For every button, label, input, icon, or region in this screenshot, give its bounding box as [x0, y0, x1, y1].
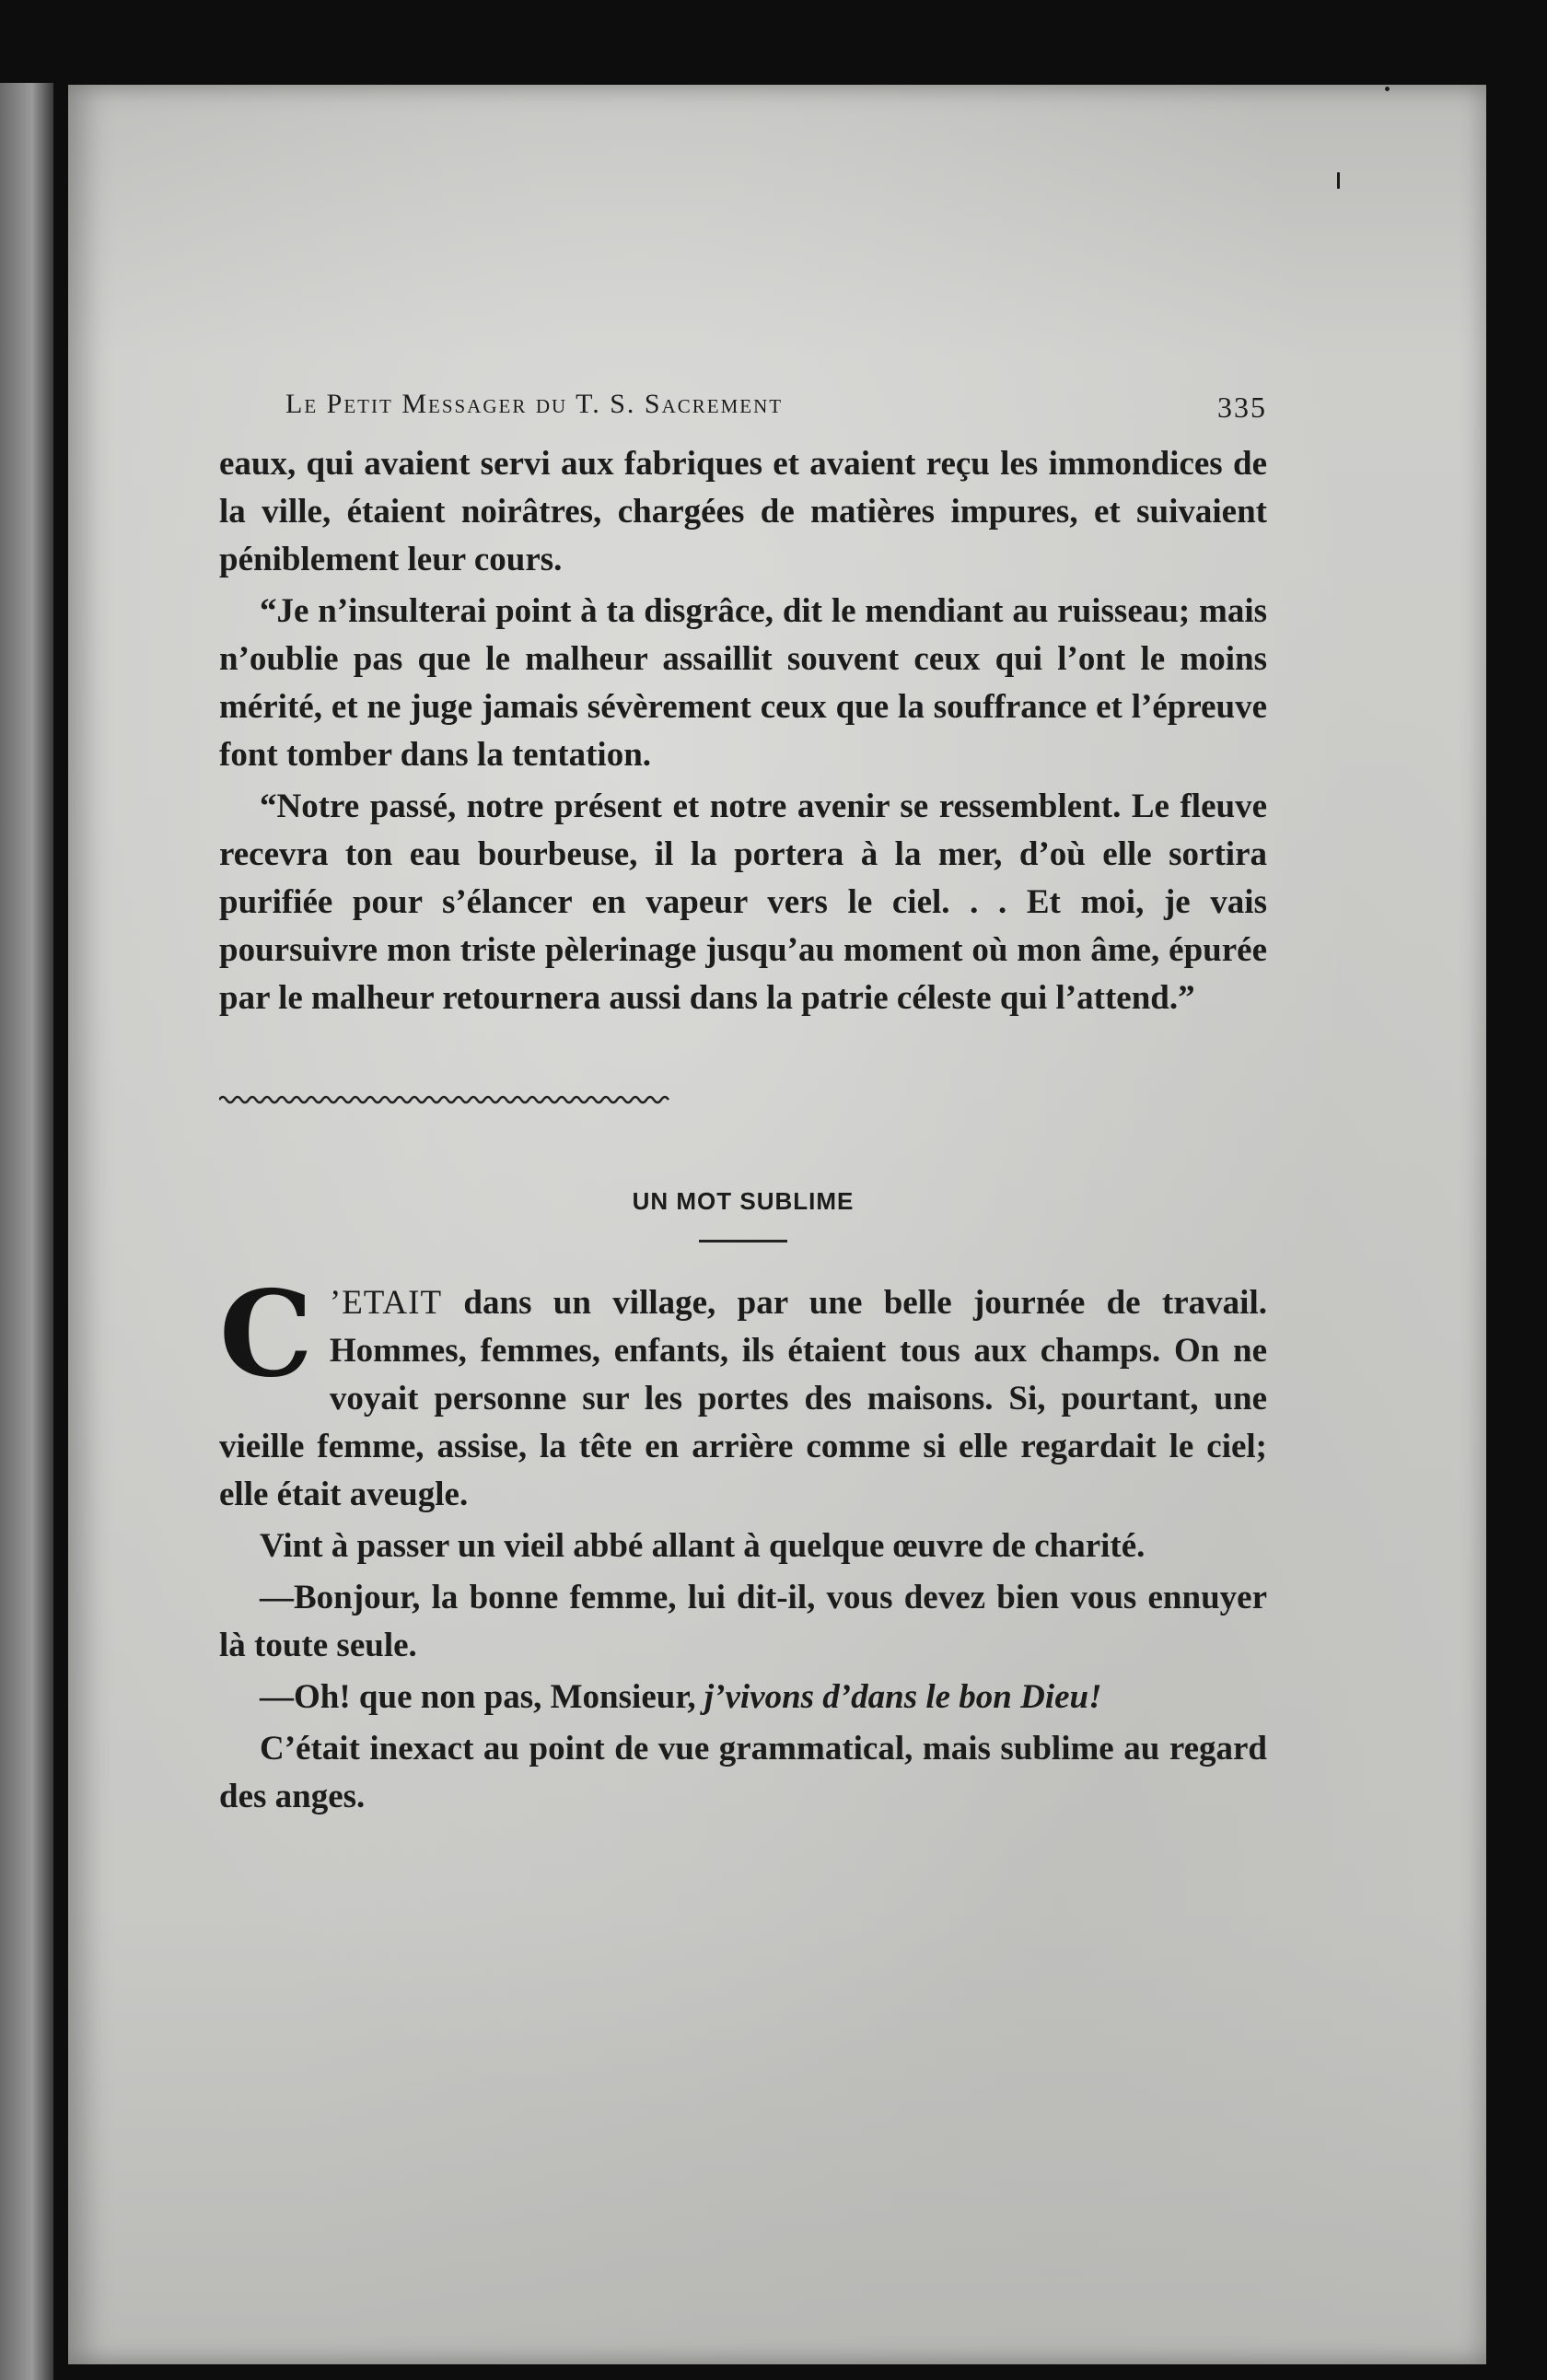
- story-paragraph-5: C’était inexact au point de vue grammatical, mais sublime au regard des anges.: [219, 1730, 1267, 1815]
- story-paragraph-2: Vint à passer un vieil abbé allant à quelque œuvre de charité.: [260, 1527, 1146, 1565]
- dust-speck: [1337, 172, 1340, 189]
- running-head: [219, 389, 1267, 440]
- running-head-title: Le Petit Messager du T. S. Sacrement: [285, 389, 784, 419]
- story-body: [219, 1266, 1267, 1821]
- section-title: UN MOT SUBLIME: [632, 1187, 855, 1215]
- title-underline-rule: [699, 1240, 787, 1242]
- wavy-ornament-divider: [219, 1081, 670, 1118]
- story-paragraph-4-text: —Oh! que non pas, Monsieur,: [260, 1678, 704, 1716]
- dust-speck: [1385, 87, 1390, 91]
- paragraph-1: eaux, qui avaient servi aux fabriques et avaient reçu les immondices de la ville, étaient noirâtres, chargées de matières impures, et suivaient péniblement leur cours.: [219, 445, 1267, 578]
- page-number: 335: [1217, 391, 1267, 424]
- story-paragraph-1: [219, 1266, 1267, 1519]
- text-column: [219, 389, 1267, 1825]
- paragraph-3: “Notre passé, notre présent et notre avenir se ressemblent. Le fleuve recevra ton eau bourbeuse, il la portera à la mer, d’où elle sortira purifiée pour s’élancer en vapeur vers le ciel. . . Et moi, je vais poursuivre mon triste pèlerinage jusqu’au moment où mon âme, épurée par le malheur retournera aussi dans la patrie céleste qui l’attend.”: [219, 788, 1267, 1017]
- book-page: [68, 85, 1486, 2364]
- previous-page-edge: [0, 83, 53, 2380]
- drop-cap-continuation: ’ETAIT: [329, 1284, 443, 1322]
- story-paragraph-4: [219, 1674, 1267, 1721]
- story-paragraph-3: —Bonjour, la bonne femme, lui dit-il, vous devez bien vous ennuyer là toute seule.: [219, 1579, 1267, 1664]
- story-paragraph-4-italic: j’vivons d’dans le bon Dieu!: [704, 1678, 1102, 1716]
- drop-cap-letter: C: [219, 1266, 313, 1404]
- story-paragraph-1-text: dans un village, par une belle journée de travail. Hommes, femmes, enfants, ils étaient tous aux champs. On ne voyait personne sur les portes des maisons. Si, pourtant, une vieille femme, assise, la tête en arrière comme si elle regardait le ciel; elle était aveugle.: [219, 1284, 1267, 1513]
- paragraph-2: “Je n’insulterai point à ta disgrâce, dit le mendiant au ruisseau; mais n’oublie pas que le malheur assaillit souvent ceux qui l’ont le moins mérité, et ne juge jamais sévèrement ceux que la souffrance et l’épreuve font tomber dans la tentation.: [219, 592, 1267, 774]
